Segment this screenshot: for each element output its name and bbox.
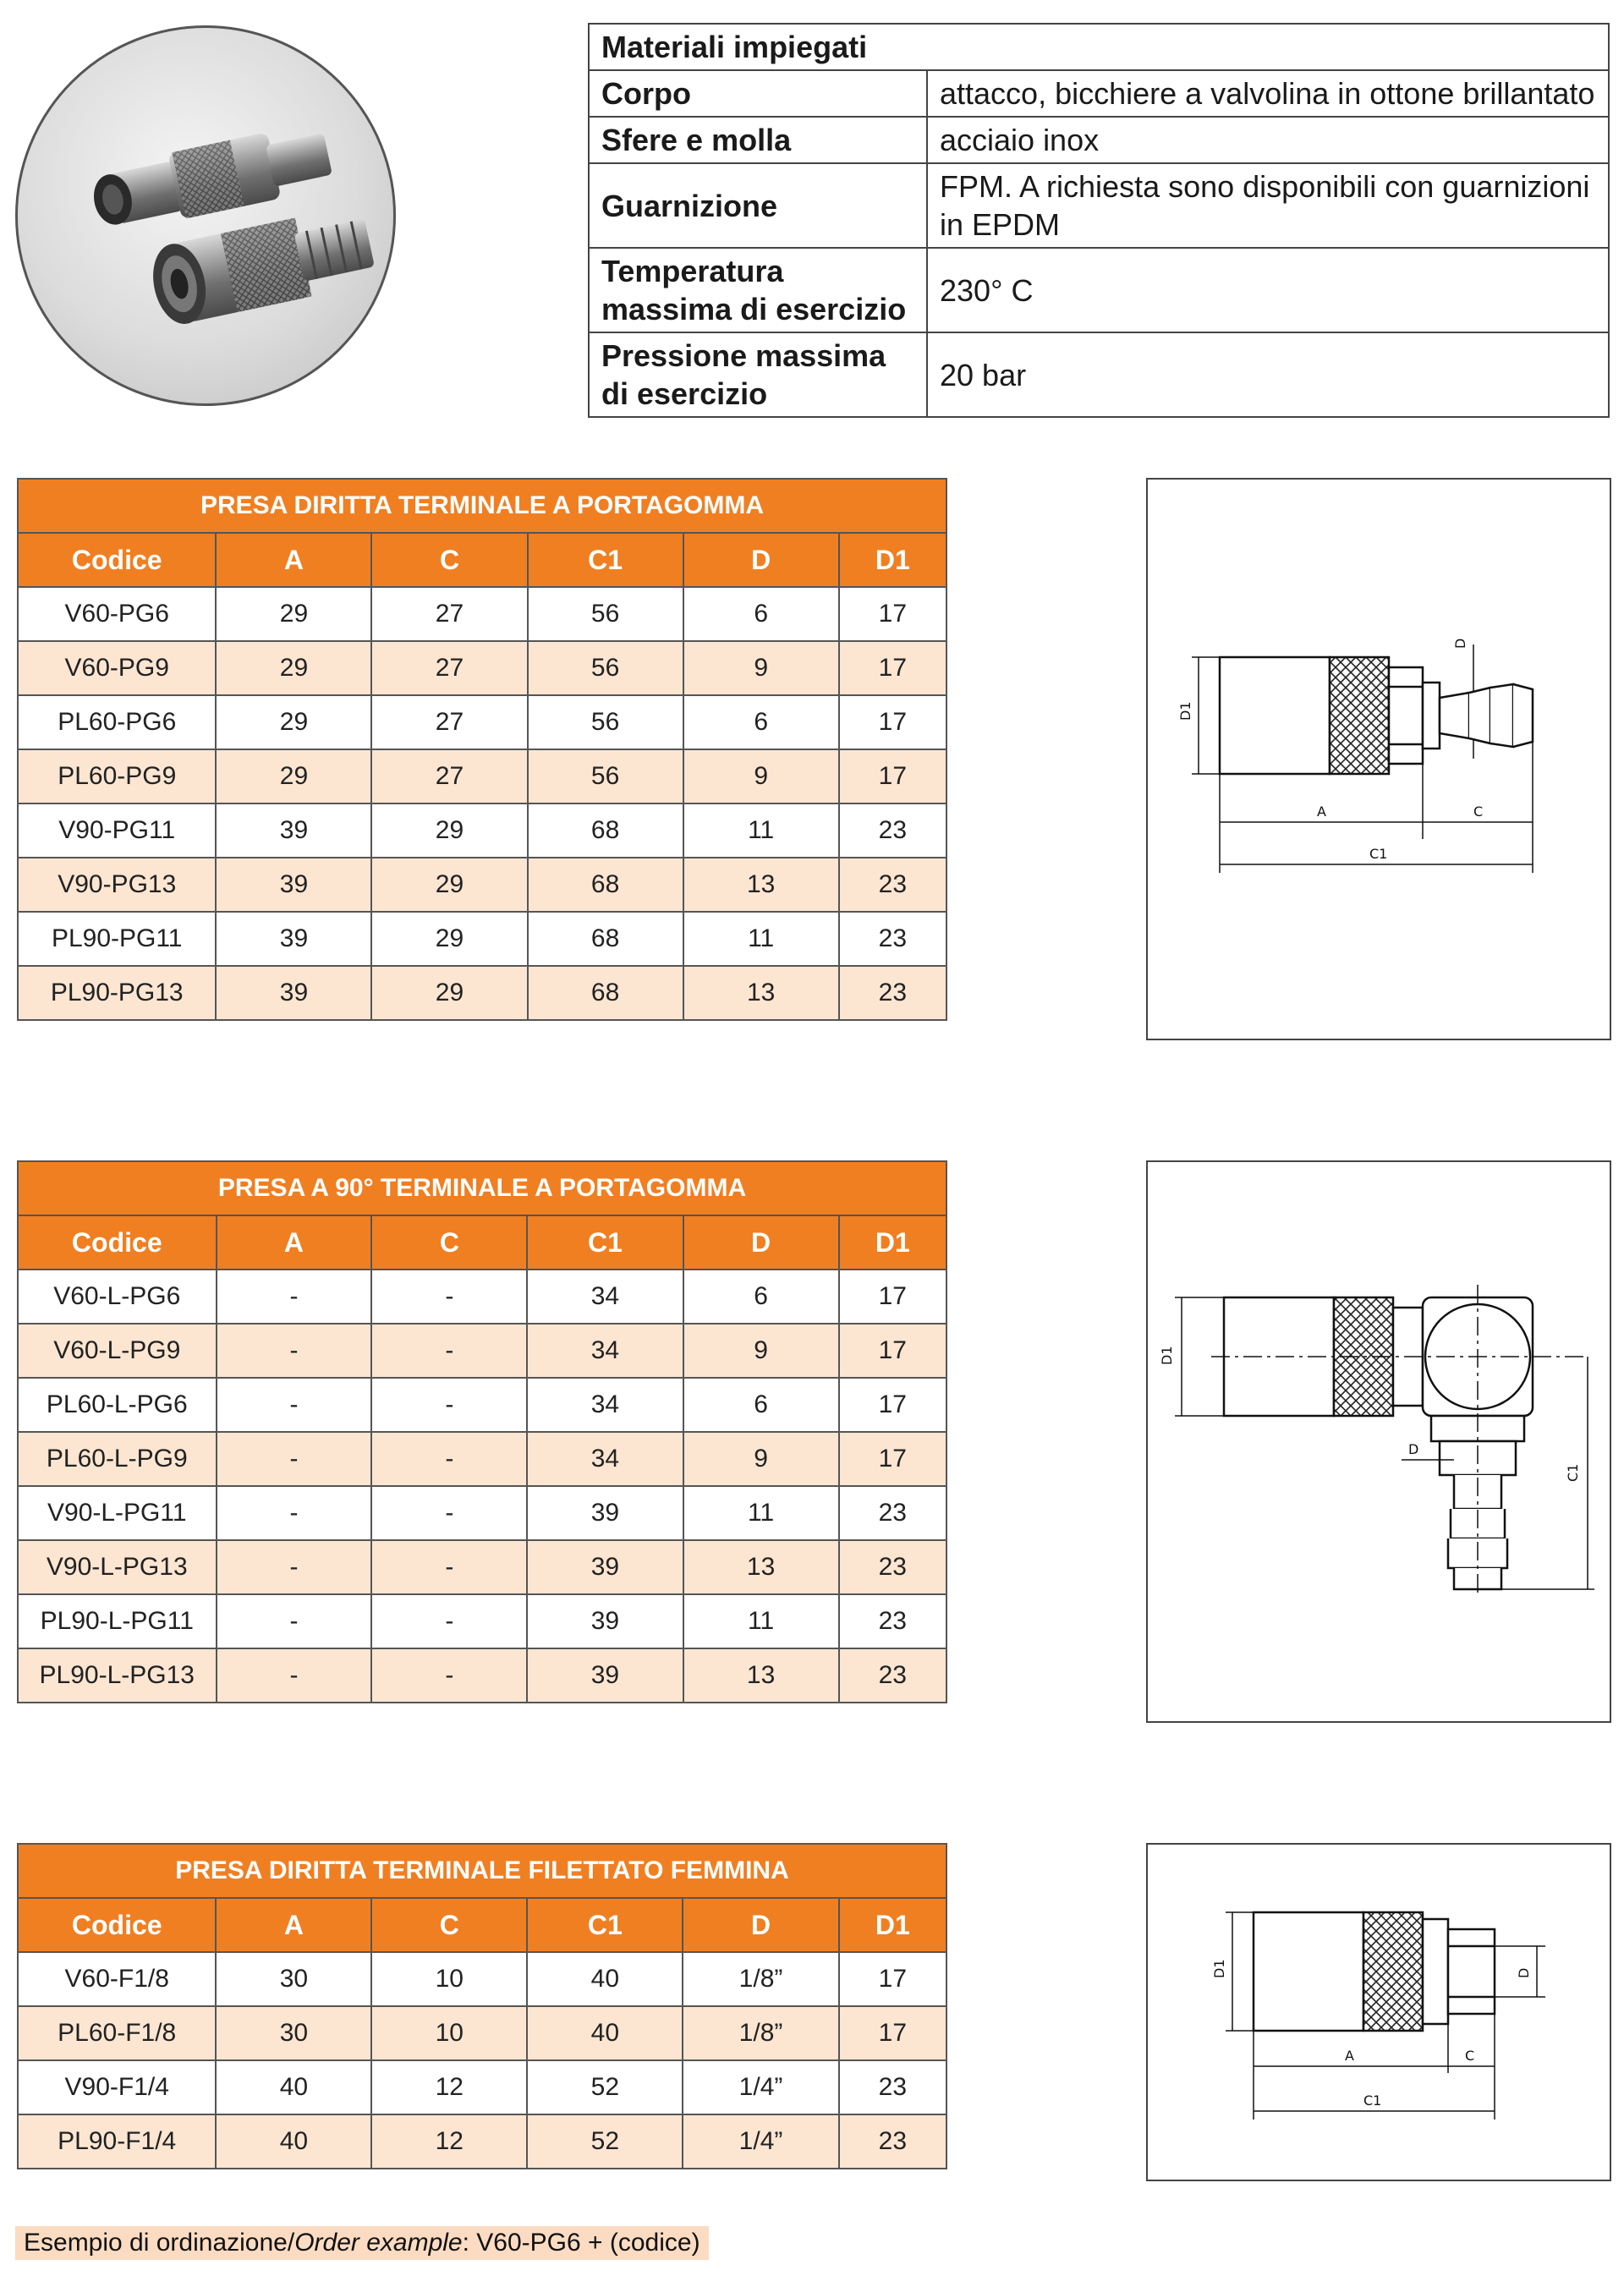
table-cell: 29 <box>371 803 527 858</box>
table-cell: V60-PG9 <box>18 641 216 695</box>
materials-key: Guarnizione <box>589 163 927 248</box>
table-cell: - <box>371 1432 527 1486</box>
column-header: C <box>371 1898 527 1952</box>
dim-label-c: C <box>1473 803 1484 820</box>
table-cell: 39 <box>216 966 371 1020</box>
order-example-italic: Order example <box>294 2229 463 2257</box>
dim-label-a: A <box>1317 803 1326 820</box>
table-cell: - <box>217 1324 372 1378</box>
table-cell: 17 <box>839 695 946 749</box>
table-cell: 39 <box>527 1540 683 1594</box>
table-cell: 29 <box>216 641 371 695</box>
table-cell: 6 <box>683 1378 839 1432</box>
dim-label-c1: C1 <box>1369 846 1388 862</box>
column-header: D <box>683 1898 838 1952</box>
table-cell: 17 <box>839 1324 946 1378</box>
dim-label-d1: D1 <box>1211 1959 1227 1978</box>
table-cell: 29 <box>216 587 371 641</box>
materials-row <box>589 117 1609 163</box>
table-cell: PL90-L-PG11 <box>18 1594 217 1648</box>
table-cell: 27 <box>371 587 527 641</box>
table-cell: 6 <box>683 1270 839 1324</box>
table-cell: 39 <box>527 1648 683 1703</box>
drawing-90-hose-barb <box>1146 1160 1611 1723</box>
table-cell: 1/8” <box>683 2006 838 2060</box>
column-header: Codice <box>18 1898 216 1952</box>
table-cell: 39 <box>216 858 371 912</box>
table-cell: 56 <box>528 749 683 803</box>
table-row <box>18 858 946 912</box>
table-cell: 23 <box>839 1540 946 1594</box>
technical-drawing <box>1148 480 1613 1042</box>
product-photo <box>15 25 396 406</box>
table-cell: - <box>371 1378 527 1432</box>
table-cell: 68 <box>528 966 683 1020</box>
table-cell: 56 <box>528 587 683 641</box>
order-example-suffix: : V60-PG6 + (codice) <box>462 2229 700 2257</box>
column-header: C <box>371 1215 527 1270</box>
table-row <box>18 749 946 803</box>
table-cell: V60-L-PG6 <box>18 1270 217 1324</box>
table-row <box>18 641 946 695</box>
table-cell: 9 <box>683 1324 839 1378</box>
table-cell: 1/4” <box>683 2060 838 2114</box>
table-cell: V90-PG11 <box>18 803 216 858</box>
dim-label-d: D <box>1516 1967 1532 1978</box>
column-header: A <box>216 533 371 587</box>
table-cell: 10 <box>371 1952 527 2006</box>
table-cell: 68 <box>528 803 683 858</box>
materials-value: acciaio inox <box>927 117 1609 163</box>
table-cell: 56 <box>528 641 683 695</box>
table-cell: 23 <box>839 912 946 966</box>
table-cell: - <box>371 1540 527 1594</box>
table-cell: - <box>371 1486 527 1540</box>
table-cell: 9 <box>683 1432 839 1486</box>
table-cell: V60-F1/8 <box>18 1952 216 2006</box>
table-cell: V60-L-PG9 <box>18 1324 217 1378</box>
table-cell: 23 <box>839 1648 946 1703</box>
table-row <box>18 1594 946 1648</box>
table-cell: 23 <box>839 858 946 912</box>
table-cell: 34 <box>527 1432 683 1486</box>
table-cell: PL90-PG11 <box>18 912 216 966</box>
table-cell: 11 <box>683 1594 839 1648</box>
column-header: C1 <box>528 533 683 587</box>
table-cell: PL90-F1/4 <box>18 2114 216 2169</box>
table-cell: 23 <box>839 1486 946 1540</box>
technical-drawing <box>1148 1162 1613 1725</box>
table-cell: 17 <box>839 1378 946 1432</box>
table-cell: 17 <box>839 1270 946 1324</box>
materials-value: 230° C <box>927 248 1609 332</box>
materials-value: 20 bar <box>927 332 1609 417</box>
table-cell: 23 <box>839 966 946 1020</box>
table-cell: 6 <box>683 587 839 641</box>
table-cell: - <box>371 1270 527 1324</box>
table-cell: 29 <box>216 695 371 749</box>
coupling-illustration <box>18 28 398 409</box>
table-row <box>18 587 946 641</box>
table-cell: 27 <box>371 695 527 749</box>
table-cell: - <box>217 1540 372 1594</box>
table-row <box>18 1952 946 2006</box>
order-example-prefix: Esempio di ordinazione/ <box>24 2229 295 2257</box>
table-row <box>18 2114 946 2169</box>
order-example <box>15 2226 709 2260</box>
table-cell: 10 <box>371 2006 527 2060</box>
table-cell: 29 <box>371 966 527 1020</box>
table-cell: 13 <box>683 1540 839 1594</box>
table-cell: 40 <box>527 1952 683 2006</box>
technical-drawing <box>1148 1845 1613 2183</box>
table-cell: 30 <box>216 1952 371 2006</box>
table-cell: PL60-L-PG9 <box>18 1432 217 1486</box>
materials-key: Sfere e molla <box>589 117 927 163</box>
table-cell: 39 <box>527 1486 683 1540</box>
materials-value: attacco, bicchiere a valvolina in ottone brillantato <box>927 70 1609 117</box>
table-cell: 40 <box>216 2114 371 2169</box>
table-cell: 27 <box>371 749 527 803</box>
table-cell: 40 <box>527 2006 683 2060</box>
table-cell: PL60-PG9 <box>18 749 216 803</box>
table-cell: 12 <box>371 2060 527 2114</box>
table-title: PRESA A 90° TERMINALE A PORTAGOMMA <box>18 1161 946 1215</box>
table-cell: 52 <box>527 2114 683 2169</box>
table-cell: 12 <box>371 2114 527 2169</box>
table-cell: 9 <box>683 749 839 803</box>
table-cell: - <box>217 1432 372 1486</box>
table-row <box>18 912 946 966</box>
table-row <box>18 1270 946 1324</box>
materials-row <box>589 70 1609 117</box>
table-cell: 29 <box>371 858 527 912</box>
table-cell: 23 <box>839 1594 946 1648</box>
table-row <box>18 1540 946 1594</box>
table-cell: 6 <box>683 695 839 749</box>
table-cell: 29 <box>371 912 527 966</box>
materials-key: Pressione massima di esercizio <box>589 332 927 417</box>
materials-row <box>589 163 1609 248</box>
table-presa-diritta-portagomma <box>17 478 947 1021</box>
column-header: A <box>217 1215 372 1270</box>
table-cell: 23 <box>839 2060 946 2114</box>
table-cell: 68 <box>528 912 683 966</box>
table-cell: 11 <box>683 912 839 966</box>
column-header: A <box>216 1898 371 1952</box>
materials-key: Corpo <box>589 70 927 117</box>
table-cell: 13 <box>683 966 839 1020</box>
table-cell: PL60-L-PG6 <box>18 1378 217 1432</box>
materials-key: Temperatura massima di esercizio <box>589 248 927 332</box>
table-cell: V90-F1/4 <box>18 2060 216 2114</box>
column-header: D <box>683 533 839 587</box>
table-cell: PL60-PG6 <box>18 695 216 749</box>
table-cell: 17 <box>839 587 946 641</box>
drawing-female-thread <box>1146 1843 1611 2181</box>
materials-row <box>589 332 1609 417</box>
table-cell: 23 <box>839 803 946 858</box>
table-cell: - <box>217 1486 372 1540</box>
table-title: PRESA DIRITTA TERMINALE FILETTATO FEMMINA <box>18 1844 946 1898</box>
column-header: D1 <box>839 533 946 587</box>
table-cell: 17 <box>839 2006 946 2060</box>
table-cell: 56 <box>528 695 683 749</box>
table-cell: 17 <box>839 749 946 803</box>
column-header: D <box>683 1215 839 1270</box>
dim-label-d: D <box>1452 638 1468 649</box>
table-cell: - <box>371 1594 527 1648</box>
table-cell: PL60-F1/8 <box>18 2006 216 2060</box>
dim-label-a: A <box>1345 2048 1354 2064</box>
materials-value: FPM. A richiesta sono disponibili con guarnizioni in EPDM <box>927 163 1609 248</box>
table-row <box>18 803 946 858</box>
table-cell: V60-PG6 <box>18 587 216 641</box>
table-cell: - <box>217 1648 372 1703</box>
column-header: C <box>371 533 527 587</box>
table-cell: - <box>217 1594 372 1648</box>
column-header: Codice <box>18 533 216 587</box>
table-cell: 9 <box>683 641 839 695</box>
table-cell: PL90-L-PG13 <box>18 1648 217 1703</box>
dim-label-c1: C1 <box>1565 1463 1581 1482</box>
table-row <box>18 1648 946 1703</box>
drawing-straight-hose-barb <box>1146 478 1611 1040</box>
table-cell: - <box>217 1378 372 1432</box>
table-cell: 40 <box>216 2060 371 2114</box>
table-cell: 39 <box>216 912 371 966</box>
table-cell: - <box>217 1270 372 1324</box>
dim-label-d1: D1 <box>1177 701 1193 721</box>
table-row <box>18 966 946 1020</box>
table-cell: 17 <box>839 1432 946 1486</box>
table-title: PRESA DIRITTA TERMINALE A PORTAGOMMA <box>18 479 946 533</box>
table-cell: - <box>371 1648 527 1703</box>
column-header: D1 <box>839 1215 946 1270</box>
table-row <box>18 695 946 749</box>
dim-label-c1: C1 <box>1363 2092 1382 2109</box>
column-header: Codice <box>18 1215 217 1270</box>
table-cell: V90-PG13 <box>18 858 216 912</box>
table-cell: 17 <box>839 641 946 695</box>
table-cell: 1/8” <box>683 1952 838 2006</box>
column-header: C1 <box>527 1898 683 1952</box>
table-cell: 11 <box>683 1486 839 1540</box>
dim-label-c: C <box>1465 2048 1475 2064</box>
table-cell: 34 <box>527 1270 683 1324</box>
table-cell: 68 <box>528 858 683 912</box>
table-row <box>18 1378 946 1432</box>
table-cell: 23 <box>839 2114 946 2169</box>
column-header: D1 <box>839 1898 946 1952</box>
table-cell: 13 <box>683 1648 839 1703</box>
table-cell: - <box>371 1324 527 1378</box>
table-cell: 29 <box>216 749 371 803</box>
table-cell: 34 <box>527 1324 683 1378</box>
materials-table <box>588 23 1610 418</box>
table-row <box>18 2006 946 2060</box>
table-presa-90-portagomma <box>17 1160 947 1703</box>
table-cell: V90-L-PG13 <box>18 1540 217 1594</box>
table-cell: 27 <box>371 641 527 695</box>
table-row <box>18 1486 946 1540</box>
column-header: C1 <box>527 1215 683 1270</box>
dim-label-d: D <box>1408 1441 1419 1457</box>
table-cell: 30 <box>216 2006 371 2060</box>
table-cell: 52 <box>527 2060 683 2114</box>
table-cell: 39 <box>527 1594 683 1648</box>
table-cell: 17 <box>839 1952 946 2006</box>
table-cell: V90-L-PG11 <box>18 1486 217 1540</box>
materials-title: Materiali impiegati <box>589 24 1609 70</box>
table-cell: 13 <box>683 858 839 912</box>
table-cell: 1/4” <box>683 2114 838 2169</box>
table-presa-diritta-filettato <box>17 1843 947 2169</box>
table-row <box>18 2060 946 2114</box>
table-row <box>18 1324 946 1378</box>
table-cell: 39 <box>216 803 371 858</box>
table-row <box>18 1432 946 1486</box>
table-cell: PL90-PG13 <box>18 966 216 1020</box>
table-cell: 34 <box>527 1378 683 1432</box>
materials-row <box>589 248 1609 332</box>
table-cell: 11 <box>683 803 839 858</box>
dim-label-d1: D1 <box>1159 1346 1175 1365</box>
